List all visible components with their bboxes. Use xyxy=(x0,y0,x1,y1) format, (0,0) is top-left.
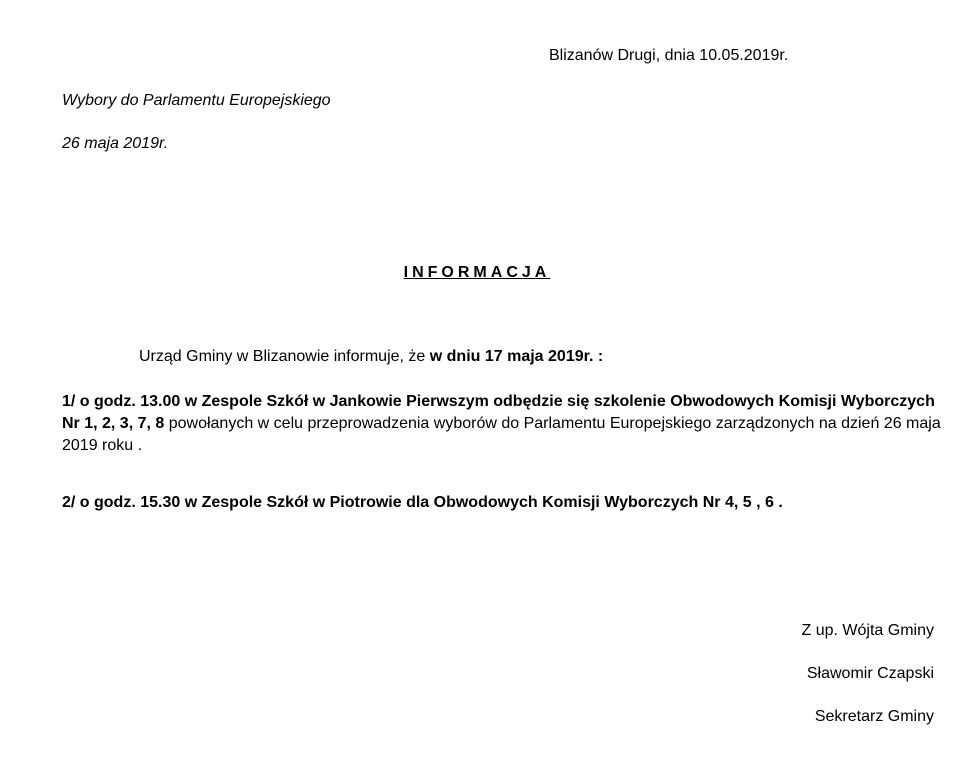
intro-text: Urząd Gminy w Blizanowie informuje, że xyxy=(139,348,430,365)
item-2-bold: 2/ o godz. 15.30 w Zespole Szkół w Piotrowie dla Obwodowych Komisji Wyborczych Nr 4, 5 , 6 . xyxy=(62,494,783,511)
election-name: Wybory do Parlamentu Europejskiego xyxy=(62,92,331,109)
item-2 xyxy=(62,492,942,514)
item-1-text: powołanych w celu przeprowadzenia wyborów do Parlamentu Europejskiego zarządzonych na dzień 26 maja 2019 roku . xyxy=(62,415,941,454)
intro-date: w dniu 17 maja 2019r. : xyxy=(429,348,604,365)
signature-title: Sekretarz Gminy xyxy=(814,708,934,725)
place-and-date: Blizanów Drugi, dnia 10.05.2019r. xyxy=(549,47,789,64)
intro-paragraph xyxy=(139,346,603,368)
signature-line-1: Z up. Wójta Gminy xyxy=(801,622,934,639)
item-1 xyxy=(62,391,942,457)
election-date: 26 maja 2019r. xyxy=(62,135,169,152)
signature-name: Sławomir Czapski xyxy=(806,665,934,682)
document-title: INFORMACJA xyxy=(403,264,551,281)
item-1-bold: 1/ o godz. 13.00 w Zespole Szkół w Jankowie Pierwszym odbędzie się szkolenie Obwodowych Komisji Wyborczych Nr 1, 2, 3, 7, 8 xyxy=(62,393,935,432)
